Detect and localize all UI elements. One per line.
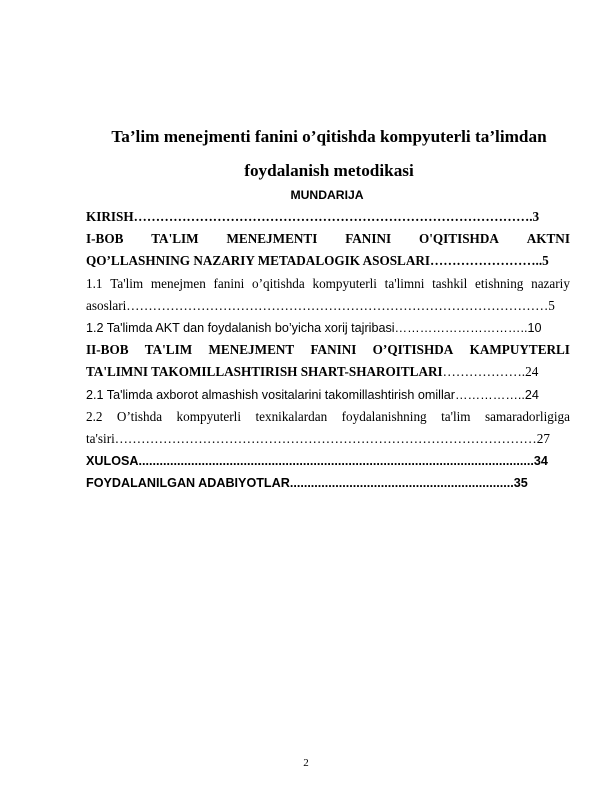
toc-word: etishning	[475, 275, 524, 291]
toc-word: KAMPUYTERLI	[469, 342, 570, 358]
page-number: 2	[303, 757, 309, 769]
toc-word: I-BOB	[86, 231, 124, 247]
toc-entry-chapter-1-line-1	[86, 228, 570, 250]
toc-entry-chapter-2-line-2	[86, 361, 570, 383]
toc-entry-section-2-2-line-1	[86, 406, 570, 428]
toc-word: II-BOB	[86, 342, 129, 358]
toc-word: samaradorligiga	[485, 408, 570, 424]
toc-word: fanini	[213, 275, 245, 291]
toc-entry-chapter-1-line-2: QO’LLASHNING NAZARIY METADALOGIK ASOSLARI……………………..5	[86, 253, 549, 269]
toc-word: kompyuterli	[176, 408, 242, 424]
toc-word: menejmen	[150, 275, 206, 291]
toc-word: Ta'lim	[110, 275, 144, 291]
toc-word: TA'LIM	[144, 342, 193, 358]
chapter-2-title-rest: TA'LIMNI TAKOMILLASHTIRISH SHART-SHAROITLARI	[86, 364, 443, 380]
toc-entry-chapter-2-line-1	[86, 339, 570, 361]
toc-word: ta'limni	[384, 275, 425, 291]
document-title	[88, 120, 570, 188]
toc-word: MENEJMENT	[208, 342, 295, 358]
toc-word: ta'lim	[441, 408, 471, 424]
toc-word: kompyuterli	[312, 275, 377, 291]
toc-entry-section-1-2: 1.2 Ta'limda AKT dan foydalanish bo’yicha xorij tajribasi…………………………..10	[86, 321, 542, 336]
toc-word: nazariy	[531, 275, 570, 291]
toc-word: texnikalardan	[255, 408, 328, 424]
toc-entry-section-1-1-line-2: asoslari……………………………………………………………………………………5	[86, 297, 555, 313]
toc-word: O'QITISHDA	[418, 231, 499, 247]
toc-word: FANINI	[310, 342, 357, 358]
toc-word: tashkil	[432, 275, 468, 291]
toc-word: O’QITISHDA	[372, 342, 454, 358]
toc-entry-adabiyotlar: FOYDALANILGAN ADABIYOTLAR................................................................35	[86, 476, 528, 491]
toc-word: FANINI	[345, 231, 392, 247]
toc-word: AKTNI	[526, 231, 570, 247]
toc-word: 1.1	[86, 275, 103, 291]
toc-heading: MUNDARIJA	[290, 188, 364, 202]
title-line-2: foydalanish metodikasi	[244, 161, 414, 180]
chapter-2-page-leader: ……………….24	[442, 364, 539, 380]
toc-word: o’qitishda	[252, 275, 305, 291]
toc-entry-kirish: KIRISH……………………………………………………………………………….3	[86, 209, 540, 224]
title-line-1: Ta’lim menejmenti fanini o’qitishda kompyuterli ta’limdan	[111, 127, 547, 146]
toc-word: MENEJMENTI	[226, 231, 318, 247]
toc-entry-xulosa: XULOSA.................................................................................................................34	[86, 454, 548, 469]
toc-word: foydalanishning	[341, 408, 427, 424]
toc-entry-section-2-2-line-2: ta'siri……………………………………………………………………………………27	[86, 431, 550, 447]
toc-word: 2.2	[86, 408, 103, 424]
table-of-contents	[86, 206, 570, 495]
toc-entry-section-1-1-line-1	[86, 273, 570, 295]
toc-word: O’tishda	[116, 408, 163, 424]
toc-entry-section-2-1: 2.1 Ta'limda axborot almashish vositalarini takomillashtirish omillar……………..24	[86, 387, 539, 402]
toc-word: TA'LIM	[151, 231, 199, 247]
